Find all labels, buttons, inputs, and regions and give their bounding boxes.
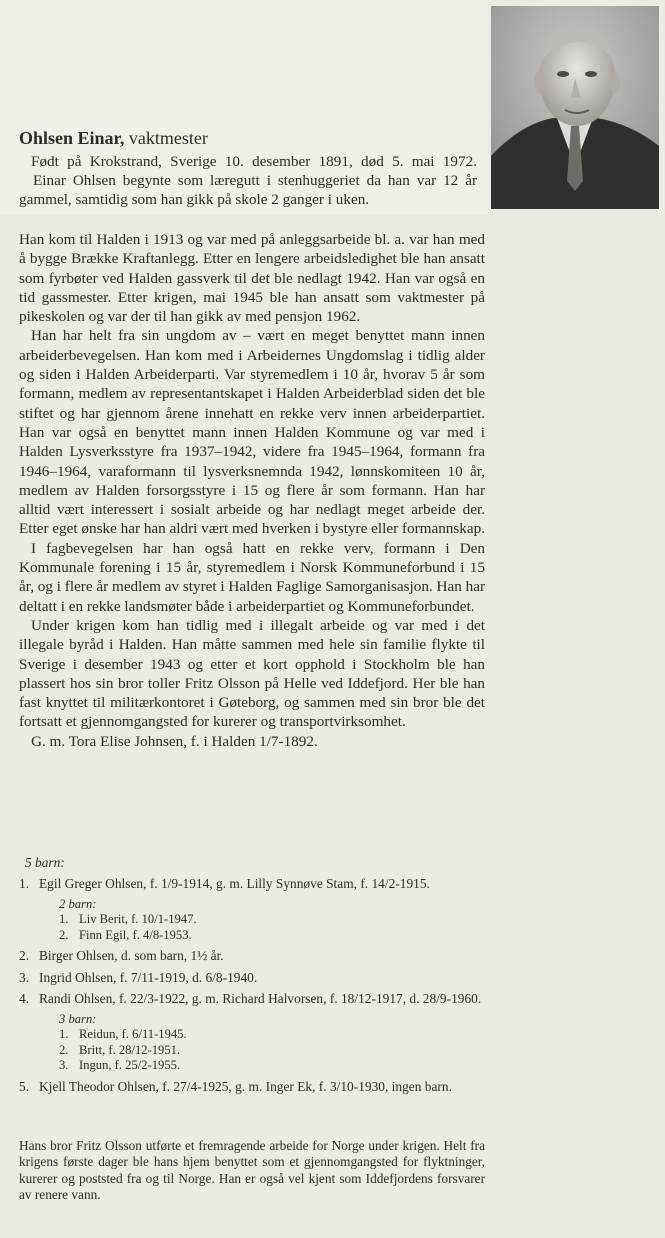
child-text: Ingrid Ohlsen, f. 7/11-1919, d. 6/8-1940. (39, 969, 258, 985)
children-list (19, 855, 489, 1095)
children-header: 5 barn: (25, 855, 65, 870)
person-occupation: vaktmester (128, 128, 208, 148)
grandchild-entry: 3. Ingun, f. 25/2-1955. (59, 1058, 181, 1073)
child-entry (19, 876, 489, 943)
child-number: 2. (19, 948, 30, 964)
footer-paragraph: Hans bror Fritz Olsson utførte et fremragende arbeide for Norge under krigen. Helt fra krigens første dager ble hans hjem benyttet som et gjennomgangsted for flyktninger, kurerer og poststed fra og til Norge. Han er også vel kjent som Iddefjordens forsvarer av renere vann. (19, 1138, 485, 1203)
footer-note (19, 1138, 485, 1204)
child-text: Kjell Theodor Ohlsen, f. 27/4-1925, g. m. Inger Ek, f. 3/10-1930, ingen barn. (39, 1078, 452, 1094)
grandchildren-header: 3 barn: (59, 1011, 97, 1026)
grandchildren-list (39, 1011, 489, 1074)
entry-intro (19, 152, 477, 209)
child-number: 1. (19, 876, 30, 892)
grandchild-entry: 1. Liv Berit, f. 10/1-1947. (59, 912, 197, 927)
body-paragraph: I fagbevegelsen har han også hatt en rekke verv, formann i Den Kommunale forening i 15 år, styremedlem i Norsk Kommuneforbund i 15 år, og i flere år medlem av styret i Halden Faglige Samorganisasjon. Han har deltatt i en rekke landsmøter både i arbeiderpartiet og Kommuneforbundet. (19, 539, 485, 615)
marriage-line: G. m. Tora Elise Johnsen, f. i Halden 1/7-1892. (31, 732, 318, 750)
child-number: 3. (19, 969, 30, 985)
entry-title (19, 128, 208, 149)
intro-paragraph: Einar Ohlsen begynte som læregutt i stenhuggeriet da han var 12 år gammel, samtidig som han gikk på skole 2 ganger i uken. (19, 172, 477, 208)
entry-header (0, 0, 488, 214)
grandchild-entry: 2. Britt, f. 28/12-1951. (59, 1042, 181, 1057)
biography-body (19, 230, 485, 751)
child-entry (19, 948, 489, 964)
grandchild-entry: 2. Finn Egil, f. 4/8-1953. (59, 927, 192, 942)
child-entry (19, 991, 489, 1074)
portrait-photo (491, 6, 659, 209)
child-text: Egil Greger Ohlsen, f. 1/9-1914, g. m. Lilly Synnøve Stam, f. 14/2-1915. (39, 876, 430, 892)
child-text: Birger Ohlsen, d. som barn, 1½ år. (39, 948, 224, 964)
person-name: Ohlsen Einar, (19, 128, 125, 148)
grandchild-entry: 1. Reidun, f. 6/11-1945. (59, 1027, 187, 1042)
child-number: 4. (19, 991, 30, 1007)
body-paragraph: Han kom til Halden i 1913 og var med på anleggsarbeide bl. a. var han med å bygge Brække Kraftanlegg. Etter en lengere arbeidsledighet ble han ansatt som fyrbøter ved Halden gassverk til det ble nedlagt 1942. Han var også en tid gassmester. Etter krigen, mai 1945 ble han ansatt som vaktmester på pikeskolen og var der til han gikk av med pensjon 1962. (19, 231, 485, 326)
grandchildren-header: 2 barn: (59, 896, 97, 911)
child-entry (19, 970, 489, 986)
child-entry (19, 1079, 489, 1095)
child-number: 5. (19, 1078, 30, 1094)
grandchildren-list (39, 896, 489, 944)
birth-line: Født på Krokstrand, Sverige 10. desember 1891, død 5. mai 1972. (31, 153, 477, 170)
body-paragraph: Under krigen kom han tidlig med i illegalt arbeide og var med i det illegale byråd i Halden. Han måtte sammen med hele sin familie flykte til Sverige i desember 1943 og etter et kort opphold i Stockholm ble han plassert hos sin bror toller Fritz Olsson på Helle ved Iddefjord. Her ble han fast knyttet til militærkontoret i Gøteborg, og sammen med sin bror ble det fortsatt et gjennomgangsted for kurerer og transportvirksomhet. (19, 616, 485, 731)
body-paragraph: Han har helt fra sin ungdom av – vært en meget benyttet mann innen arbeiderbevegelsen. Han kom med i Arbeidernes Ungdomslag i tidlig alder og siden i Halden Arbeiderparti. Var styremedlem i 10 år, hvorav 5 år som formann, medlem av representantskapet i Halden Arbeiderblad siden det ble stiftet og har gjennom årene innehatt en rekke verv innen arbeiderpartiet. Han var også en benyttet mann innen Halden Kommune og var med i Halden Lysverksstyre fra 1937–1942, videre fra 1945–1964, formann fra 1946–1964, varaformann til lysverksnemnda 1942, lønnskomiteen 10 år, medlem av Halden forsorgsstyre i 15 og flere år som formann. Han har alltid vært interessert i sosialt arbeide og har nedlagt meget arbeide der. Etter eget ønske har han aldri vært med hverken i bystyre eller formannskap. (19, 327, 486, 538)
child-text: Randi Ohlsen, f. 22/3-1922, g. m. Richard Halvorsen, f. 18/12-1917, d. 28/9-1960. (39, 991, 482, 1007)
